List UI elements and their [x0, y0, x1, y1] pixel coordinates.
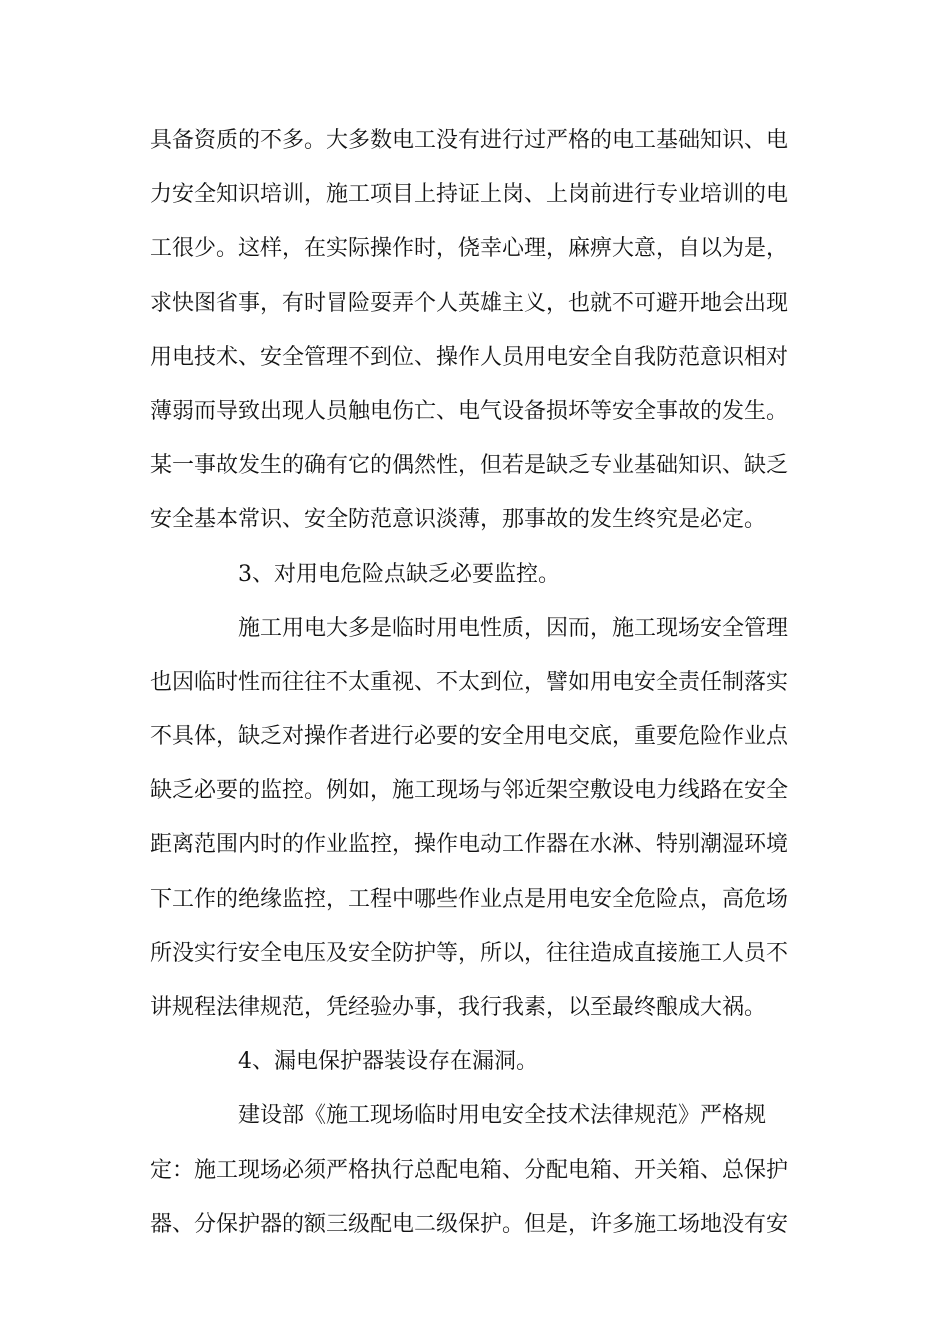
text-line: 建设部《施工现场临时用电安全技术法律规范》严格规 [238, 1103, 767, 1129]
text-line: 力安全知识培训，施工项目上持证上岗、上岗前进行专业培训的电 [150, 182, 789, 208]
text-line: 下工作的绝缘监控，工程中哪些作业点是用电安全危险点，高危场 [150, 886, 789, 912]
text-line: 某一事故发生的确有它的偶然性，但若是缺乏专业基础知识、缺乏 [150, 453, 789, 479]
text-line: 薄弱而导致出现人员触电伤亡、电气设备损坏等安全事故的发生。 [150, 398, 789, 424]
text-line: 器、分保护器的额三级配电二级保护。但是，许多施工场地没有安 [150, 1211, 789, 1237]
document-body [150, 114, 800, 1252]
text-line: 安全基本常识、安全防范意识淡薄，那事故的发生终究是必定。 [150, 507, 767, 533]
text-line: 所没实行安全电压及安全防护等，所以，往往造成直接施工人员不 [150, 940, 789, 966]
text-line: 施工用电大多是临时用电性质，因而，施工现场安全管理 [238, 615, 789, 641]
section-heading: 4、漏电保护器装设存在漏洞。 [238, 1049, 538, 1075]
text-line: 用电技术、安全管理不到位、操作人员用电安全自我防范意识相对 [150, 344, 789, 370]
text-line: 具备资质的不多。大多数电工没有进行过严格的电工基础知识、电 [150, 128, 789, 153]
section-heading: 3、对用电危险点缺乏必要监控。 [238, 561, 560, 587]
text-line: 不具体，缺乏对操作者进行必要的安全用电交底，重要危险作业点 [150, 724, 789, 750]
text-line: 距离范围内时的作业监控，操作电动工作器在水淋、特别潮湿环境 [150, 832, 789, 858]
text-line: 求快图省事，有时冒险耍弄个人英雄主义，也就不可避开地会出现 [150, 290, 789, 316]
text-line: 讲规程法律规范，凭经验办事，我行我素，以至最终酿成大祸。 [150, 995, 767, 1020]
text-line: 也因临时性而往往不太重视、不太到位，譬如用电安全责任制落实 [150, 669, 789, 695]
text-line: 工很少。这样，在实际操作时，侥幸心理，麻痹大意，自以为是， [150, 236, 789, 262]
text-line: 定：施工现场必须严格执行总配电箱、分配电箱、开关箱、总保护 [150, 1157, 789, 1183]
text-line: 缺乏必要的监控。例如，施工现场与邻近架空敷设电力线路在安全 [150, 778, 789, 804]
